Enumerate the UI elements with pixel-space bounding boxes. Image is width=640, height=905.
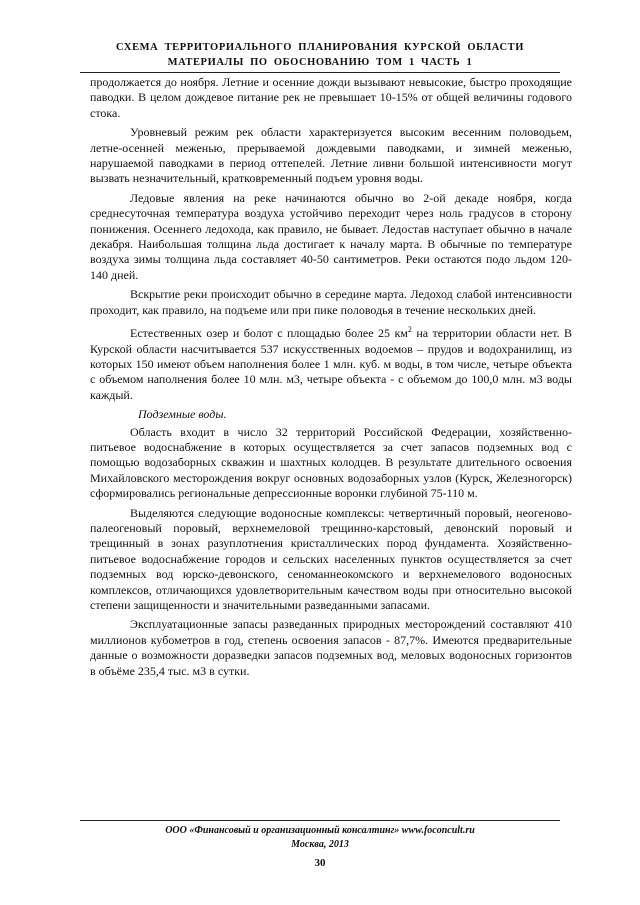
page-footer bbox=[80, 824, 560, 852]
footer-divider bbox=[80, 820, 560, 821]
paragraph-5-end: на территории области нет. В Курской области насчитывается 537 искусственных водоемов – прудов и водохранилищ, из которых 150 имеют объем наполнения более 1 млн. куб. м воды, в том числе, четыре объекта с объемом наполнения более 10 млн. м3, четыре объекта - с объемом до 100,0 млн. м3 воды каждый. bbox=[90, 326, 572, 402]
paragraph-6: Область входит в число 32 территорий Российской Федерации, хозяйственно-питьевое водоснабжение в которых осуществляется за счет запасов подземных вод с помощью водозаборных скважин и шахтных колодцев. В результате длительного освоения Михайловского месторождения вокруг основных водозаборных узлов (Курск, Железногорск) сформировались региональные депрессионные воронки глубиной 75-110 м. bbox=[90, 424, 572, 501]
paragraph-7: Выделяются следующие водоносные комплексы: четвертичный поровый, неогеново-палеогеновый поровый, верхнемеловой трещинно-карстовый, девонский поровый и трещинный в зонах разуплотнения кристаллических пород фундамента. Хозяйственно-питьевое водоснабжение городов и сельских населенных пунктов осуществляется за счет подземных вод юрско-девонского, сеноманнеокомского и верхнемелового водоносных комплексов, отличающихся удовлетворительным качеством воды при относительно высокой степени защищенности и значительными разведанными запасами. bbox=[90, 505, 572, 612]
section-heading: Подземные воды. bbox=[138, 407, 227, 422]
footer-city-year: Москва, 2013 bbox=[291, 839, 349, 850]
paragraph-5 bbox=[90, 322, 572, 403]
header-divider bbox=[80, 72, 560, 73]
paragraph-5-start: Естественных озер и болот с площадью более 25 км bbox=[130, 326, 408, 341]
superscript: 2 bbox=[407, 325, 412, 335]
page-header bbox=[80, 40, 560, 70]
paragraph-4: Вскрытие реки происходит обычно в середине марта. Ледоход слабой интенсивности проходит, как правило, на подъеме или при пике половодья в течение нескольких дней. bbox=[90, 287, 572, 317]
paragraph-8: Эксплуатационные запасы разведанных природных месторождений составляют 410 миллионов кубометров в год, степень освоения запасов - 87,7%. Имеются предварительные данные о возможности доразведки запасов подземных вод, меловых водоносных горизонтов в объёме 235,4 тыс. м3 в сутки. bbox=[90, 617, 572, 678]
header-subtitle: МАТЕРИАЛЫ ПО ОБОСНОВАНИЮ ТОМ 1 ЧАСТЬ 1 bbox=[167, 57, 473, 68]
page-number: 30 bbox=[314, 857, 326, 869]
document-body bbox=[90, 75, 572, 683]
paragraph-3: Ледовые явления на реке начинаются обычно во 2-ой декаде ноября, когда среднесуточная температура воздуха устойчиво переходит через ноль градусов в сторону понижения. Осеннего ледохода, как правило, не бывает. Ледостав наступает обычно в начале декабря. Наибольшая толщина льда достигает к началу марта. В обычные по температуре воздуха зимы толщина льда составляет 40-50 сантиметров. Реки остаются подо льдом 120-140 дней. bbox=[90, 190, 572, 282]
footer-company: ООО «Финансовый и организационный консалтинг» www.foconcult.ru bbox=[165, 825, 475, 836]
header-title: СХЕМА ТЕРРИТОРИАЛЬНОГО ПЛАНИРОВАНИЯ КУРСКОЙ ОБЛАСТИ bbox=[115, 42, 525, 53]
paragraph-1: продолжается до ноября. Летние и осенние дожди вызывают невысокие, быстро проходящие паводки. В целом дождевое питание рек не превышает 10-15% от общей величины годового стока. bbox=[90, 75, 572, 120]
paragraph-2: Уровневый режим рек области характеризуется высоким весенним половодьем, летне-осенней меженью, прерываемой дождевыми паводками, и зимней меженью, нарушаемой паводками в период оттепелей. Летние ливни большой интенсивности могут вызвать незначительный, кратковременный подъем уровня воды. bbox=[90, 125, 572, 186]
